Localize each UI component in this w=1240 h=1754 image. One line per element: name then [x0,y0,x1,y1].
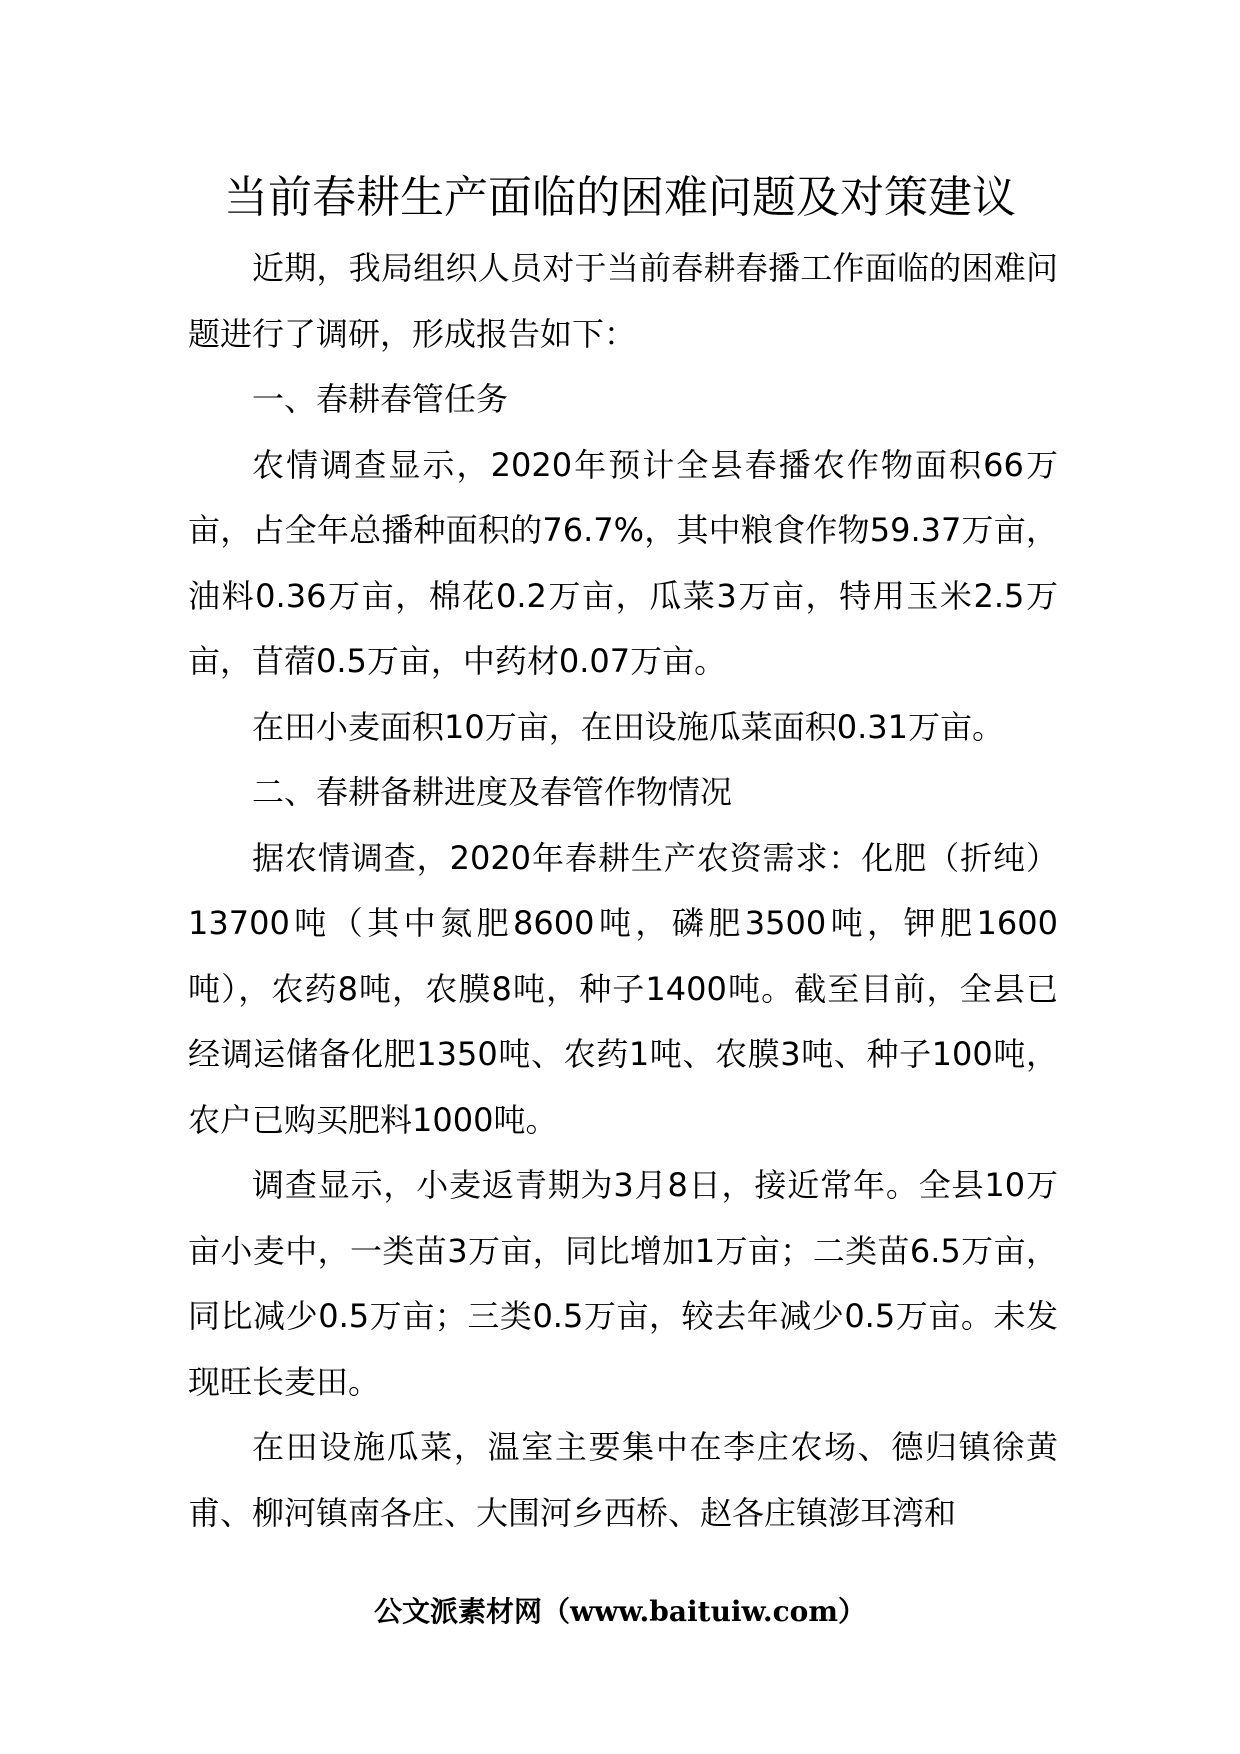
paragraph-intro: 近期，我局组织人员对于当前春耕春播工作面临的困难问题进行了调研，形成报告如下： [188,249,1058,353]
section-heading-2: 二、春耕备耕进度及春管作物情况 [252,773,733,811]
paragraph-wheat-seedlings: 调查显示，小麦返青期为3月8日，接近常年。全县10万亩小麦中，一类苗3万亩，同比增加1万亩；二类苗6.5万亩，同比减少0.5万亩；三类0.5万亩，较去年减少0.5万亩。未发现旺长麦田。 [188,1166,1058,1401]
paragraph-greenhouse: 在田设施瓜菜，温室主要集中在李庄农场、德归镇徐黄甫、柳河镇南各庄、大围河乡西桥、赵各庄镇澎耳湾和 [188,1428,1058,1532]
paragraph-field-wheat: 在田小麦面积10万亩，在田设施瓜菜面积0.31万亩。 [252,707,1004,746]
document-body [188,236,1058,1546]
paragraph-agri-supplies: 据农情调查，2020年春耕生产农资需求：化肥（折纯）13700吨（其中氮肥8600吨，磷肥3500吨，钾肥1600吨），农药8吨，农膜8吨，种子1400吨。截至目前，全县已经调运储备化肥1350吨、农药1吨、农膜3吨、种子100吨，农户已购买肥料1000吨。 [188,838,1058,1139]
document-title: 当前春耕生产面临的困难问题及对策建议 [224,172,1016,223]
page-footer: 公文派素材网（www.baituiw.com） [374,1595,866,1628]
paragraph-planting-area: 农情调查显示，2020年预计全县春播农作物面积66万亩，占全年总播种面积的76.7%，其中粮食作物59.37万亩，油料0.36万亩，棉花0.2万亩，瓜菜3万亩，特用玉米2.5万亩，苜蓿0.5万亩，中药材0.07万亩。 [188,445,1058,680]
section-heading-1: 一、春耕春管任务 [252,380,509,418]
